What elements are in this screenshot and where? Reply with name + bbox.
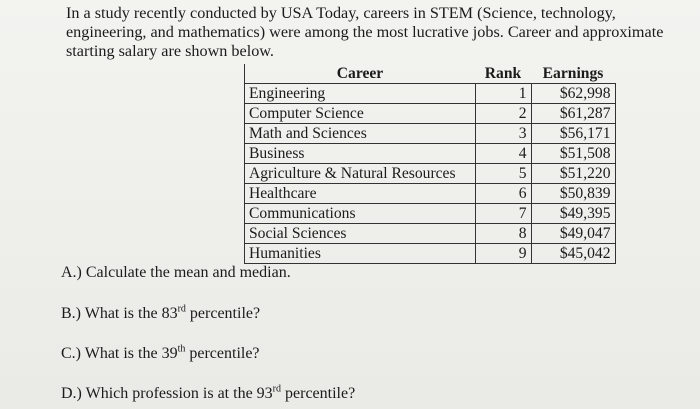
earnings-cell: $49,047 xyxy=(531,224,615,244)
salary-table-body xyxy=(245,84,616,264)
table-row xyxy=(245,144,616,164)
table-header-row xyxy=(245,64,616,84)
rank-cell: 1 xyxy=(475,84,531,104)
rank-cell: 5 xyxy=(475,164,531,184)
question-d-text: D.) Which profession is at the 93 xyxy=(61,385,273,402)
career-cell: Humanities xyxy=(245,244,476,264)
table-row xyxy=(245,204,616,224)
intro-paragraph: In a study recently conducted by USA Today, careers in STEM (Science, technology, engineering, and mathematics) were among the most lucrative jobs. Career and approximate starting salary are shown below. xyxy=(66,4,664,60)
salary-table xyxy=(244,64,616,264)
table-row xyxy=(245,224,616,244)
earnings-column-header: Earnings xyxy=(542,64,604,82)
earnings-cell: $51,220 xyxy=(531,164,615,184)
earnings-cell: $51,508 xyxy=(531,144,615,164)
question-d xyxy=(61,385,355,403)
question-d-ordinal: rd xyxy=(272,383,282,395)
earnings-cell: $45,042 xyxy=(531,244,615,264)
rank-cell: 8 xyxy=(475,224,531,244)
table-row xyxy=(245,124,616,144)
question-b-ordinal: rd xyxy=(177,303,186,315)
career-cell: Communications xyxy=(245,204,476,224)
question-d-suffix: percentile? xyxy=(281,385,356,402)
rank-cell: 7 xyxy=(475,204,531,224)
rank-cell: 4 xyxy=(475,144,531,164)
career-column-header: Career xyxy=(245,64,476,84)
question-b-suffix: percentile? xyxy=(185,305,261,322)
table-row xyxy=(245,104,616,124)
earnings-cell: $61,287 xyxy=(531,104,615,124)
rank-cell: 3 xyxy=(475,124,531,144)
question-b xyxy=(61,305,260,323)
question-c-suffix: percentile? xyxy=(185,345,260,362)
table-row xyxy=(245,84,616,104)
rank-cell: 2 xyxy=(475,104,531,124)
table-row xyxy=(245,184,616,204)
rank-cell: 9 xyxy=(475,244,531,264)
career-cell: Agriculture & Natural Resources xyxy=(245,164,476,184)
earnings-cell: $49,395 xyxy=(531,204,615,224)
rank-cell: 6 xyxy=(475,184,531,204)
career-cell: Business xyxy=(245,144,476,164)
earnings-cell: $56,171 xyxy=(531,124,615,144)
career-cell: Computer Science xyxy=(245,104,476,124)
question-b-text: B.) What is the 83 xyxy=(61,305,178,322)
table-row xyxy=(245,164,616,184)
rank-column-header: Rank xyxy=(484,64,522,82)
career-cell: Healthcare xyxy=(245,184,476,204)
earnings-cell: $50,839 xyxy=(531,184,615,204)
earnings-cell: $62,998 xyxy=(531,84,615,104)
career-cell: Social Sciences xyxy=(245,224,476,244)
question-a xyxy=(61,264,291,282)
career-cell: Math and Sciences xyxy=(245,124,476,144)
question-c xyxy=(61,345,260,363)
table-row xyxy=(245,244,616,264)
question-c-ordinal: th xyxy=(177,343,186,355)
question-a-text: A.) Calculate the mean and median. xyxy=(61,264,291,281)
question-c-text: C.) What is the 39 xyxy=(61,345,178,362)
career-cell: Engineering xyxy=(245,84,476,104)
